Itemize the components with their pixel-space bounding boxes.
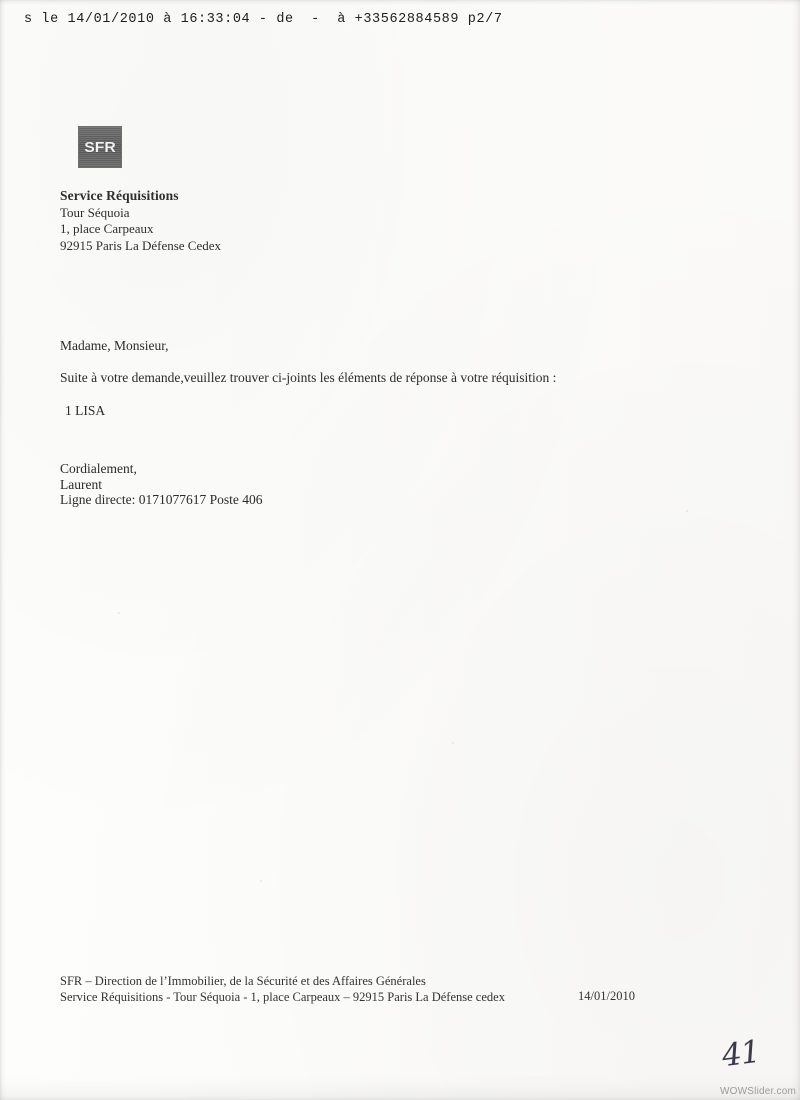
footer-date: 14/01/2010 xyxy=(578,989,635,1003)
handwritten-page-number: 41 xyxy=(719,1033,762,1075)
sfr-logo-text: SFR xyxy=(84,138,116,156)
page-footer xyxy=(60,973,505,1005)
sender-building: Tour Séquoia xyxy=(60,204,130,220)
letter-salutation: Madame, Monsieur, xyxy=(60,338,169,353)
sender-department: Service Réquisitions xyxy=(60,188,179,203)
letter-intro-paragraph: Suite à votre demande,veuillez trouver ci-joints les éléments de réponse à votre réquisition : xyxy=(60,370,557,385)
letter-direct-line: Ligne directe: 0171077617 Poste 406 xyxy=(60,492,263,507)
scan-speck xyxy=(452,742,454,744)
letter-attachment-item: 1 LISA xyxy=(65,403,106,418)
fax-transmission-header: s le 14/01/2010 à 16:33:04 - de - à +33562884589 p2/7 xyxy=(24,12,503,27)
scan-speck xyxy=(260,880,262,882)
watermark-text: WOWSlider.com xyxy=(720,1086,796,1097)
scan-speck xyxy=(118,612,120,614)
sender-city: 92915 Paris La Défense Cedex xyxy=(60,237,222,253)
letter-signer-name: Laurent xyxy=(60,476,102,492)
sender-street: 1, place Carpeaux xyxy=(60,221,154,236)
footer-line-one: SFR – Direction de l’Immobilier, de la Sécurité et des Affaires Générales xyxy=(60,974,426,988)
letter-closing-salutation: Cordialement, xyxy=(60,461,137,476)
scan-speck xyxy=(686,510,688,512)
sfr-logo xyxy=(78,126,122,168)
sender-address-block xyxy=(60,188,221,254)
letter-closing-block xyxy=(60,461,262,508)
footer-line-two: Service Réquisitions - Tour Séquoia - 1, place Carpeaux – 92915 Paris La Défense cedex xyxy=(60,990,505,1004)
